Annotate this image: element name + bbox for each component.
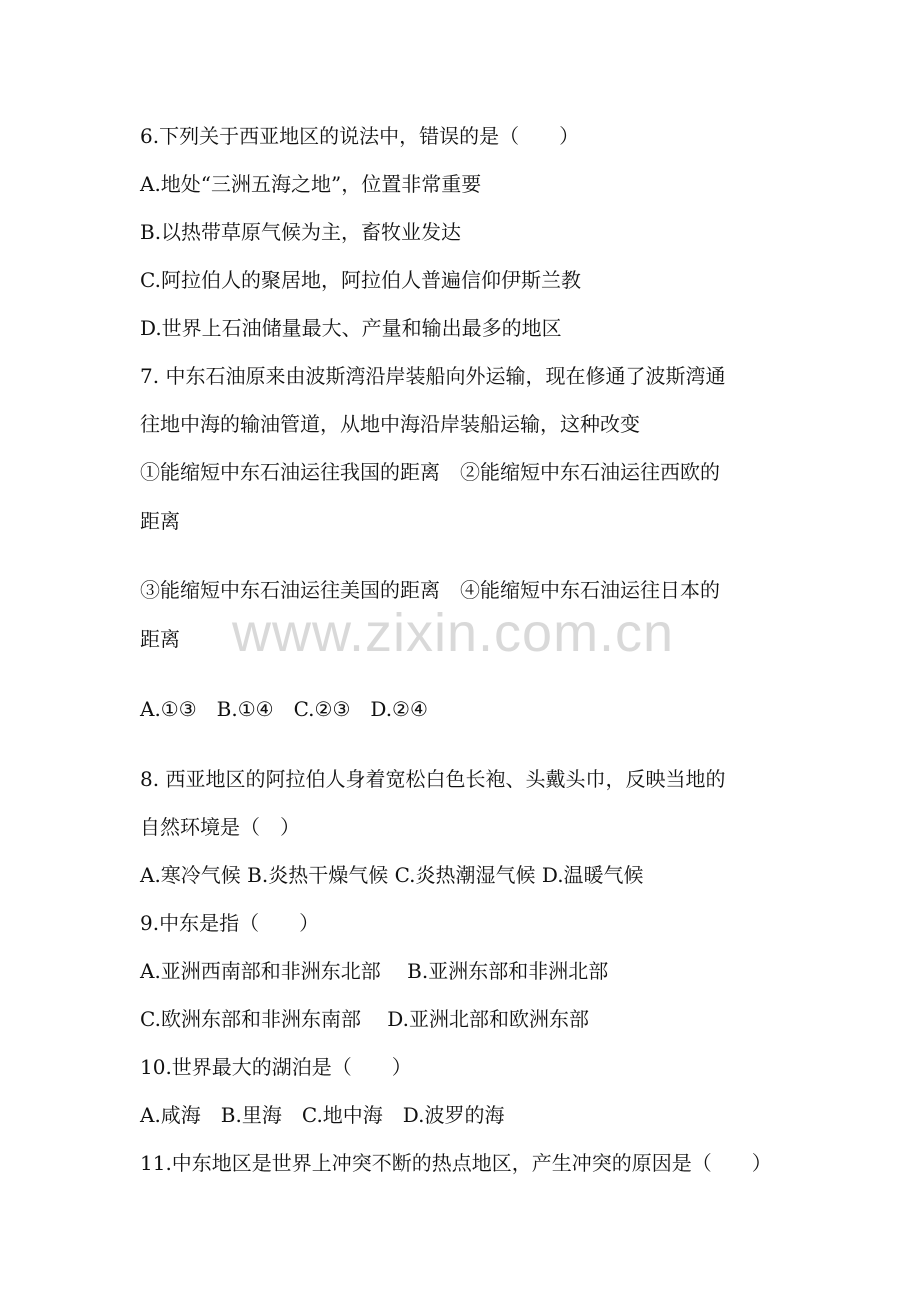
watermark: www.zixin.com.cn — [232, 603, 675, 663]
question-10-stem: 10.世界最大的湖泊是（ ） — [140, 1055, 412, 1079]
question-7-statements-1-2: ①能缩短中东石油运往我国的距离 ②能缩短中东石油运往西欧的 — [140, 460, 720, 484]
question-8-options: A.寒冷气候 B.炎热干燥气候 C.炎热潮湿气候 D.温暖气候 — [140, 863, 644, 887]
question-6-option-c: C.阿拉伯人的聚居地，阿拉伯人普遍信仰伊斯兰教 — [140, 268, 581, 292]
question-7-options: A.①③ B.①④ C.②③ D.②④ — [140, 697, 428, 721]
question-7-statements-3-4-cont: 距离 — [140, 627, 180, 651]
question-9-stem: 9.中东是指（ ） — [140, 911, 320, 935]
question-6-option-b: B.以热带草原气候为主，畜牧业发达 — [140, 220, 462, 244]
question-7-stem-line-2: 往地中海的输油管道，从地中海沿岸装船运输，这种改变 — [140, 412, 640, 436]
question-9-options-a-b: A.亚洲西南部和非洲东北部 B.亚洲东部和非洲北部 — [140, 959, 609, 983]
question-6-stem: 6.下列关于西亚地区的说法中，错误的是（ ） — [140, 124, 580, 148]
question-11-stem: 11.中东地区是世界上冲突不断的热点地区，产生冲突的原因是（ ） — [140, 1151, 772, 1175]
question-6-option-a: A.地处“三洲五海之地”，位置非常重要 — [140, 172, 482, 196]
question-8-stem-line-1: 8. 西亚地区的阿拉伯人身着宽松白色长袍、头戴头巾，反映当地的 — [140, 767, 726, 791]
question-7-statements-3-4: ③能缩短中东石油运往美国的距离 ④能缩短中东石油运往日本的 — [140, 578, 720, 602]
question-7-stem-line-1: 7. 中东石油原来由波斯湾沿岸装船向外运输，现在修通了波斯湾通 — [140, 364, 726, 388]
question-8-stem-line-2: 自然环境是（ ） — [140, 815, 300, 839]
question-10-options: A.咸海 B.里海 C.地中海 D.波罗的海 — [140, 1103, 505, 1127]
question-9-options-c-d: C.欧洲东部和非洲东南部 D.亚洲北部和欧洲东部 — [140, 1007, 589, 1031]
question-7-statements-1-2-cont: 距离 — [140, 509, 180, 533]
question-6-option-d: D.世界上石油储量最大、产量和输出最多的地区 — [140, 316, 562, 340]
